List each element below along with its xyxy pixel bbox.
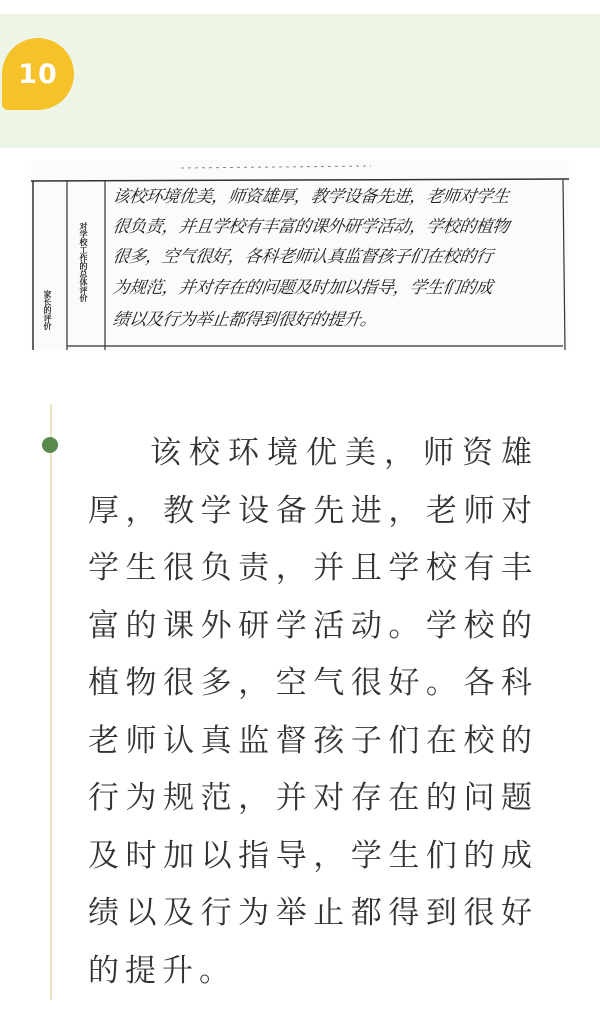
- number-badge: [2, 38, 74, 110]
- section-label: 家长的评价: [43, 290, 53, 330]
- column-label: 对学校工作的总体评价: [79, 222, 89, 302]
- timeline-dot: [42, 437, 58, 453]
- scanned-document: [31, 160, 569, 350]
- transcription-text: 该校环境优美，师资雄厚，教学设备先进，老师对学生很负责，并且学校有丰富的课外研学活动。学校的植物很多，空气很好。各科老师认真监督孩子们在校的行为规范，并对存在的问题及时加以指导，学生们的成绩以及行为举止都得到很好的提升。: [88, 435, 538, 989]
- handwriting-line: 绩以及行为举止都得到很好的提升。: [111, 310, 379, 330]
- timeline-line: [50, 404, 52, 1000]
- handwriting-line: 很负责，并且学校有丰富的课外研学活动，学校的植物: [111, 217, 511, 237]
- handwriting-line: 为规范，并对存在的问题及时加以指导，学生们的成: [111, 278, 494, 298]
- handwriting-line: 该校环境优美，师资雄厚，教学设备先进，老师对学生: [111, 187, 511, 207]
- badge-number: 10: [18, 58, 58, 90]
- handwriting-line: 很多，空气很好，各科老师认真监督孩子们在校的行: [111, 247, 494, 267]
- header-band: [0, 14, 600, 148]
